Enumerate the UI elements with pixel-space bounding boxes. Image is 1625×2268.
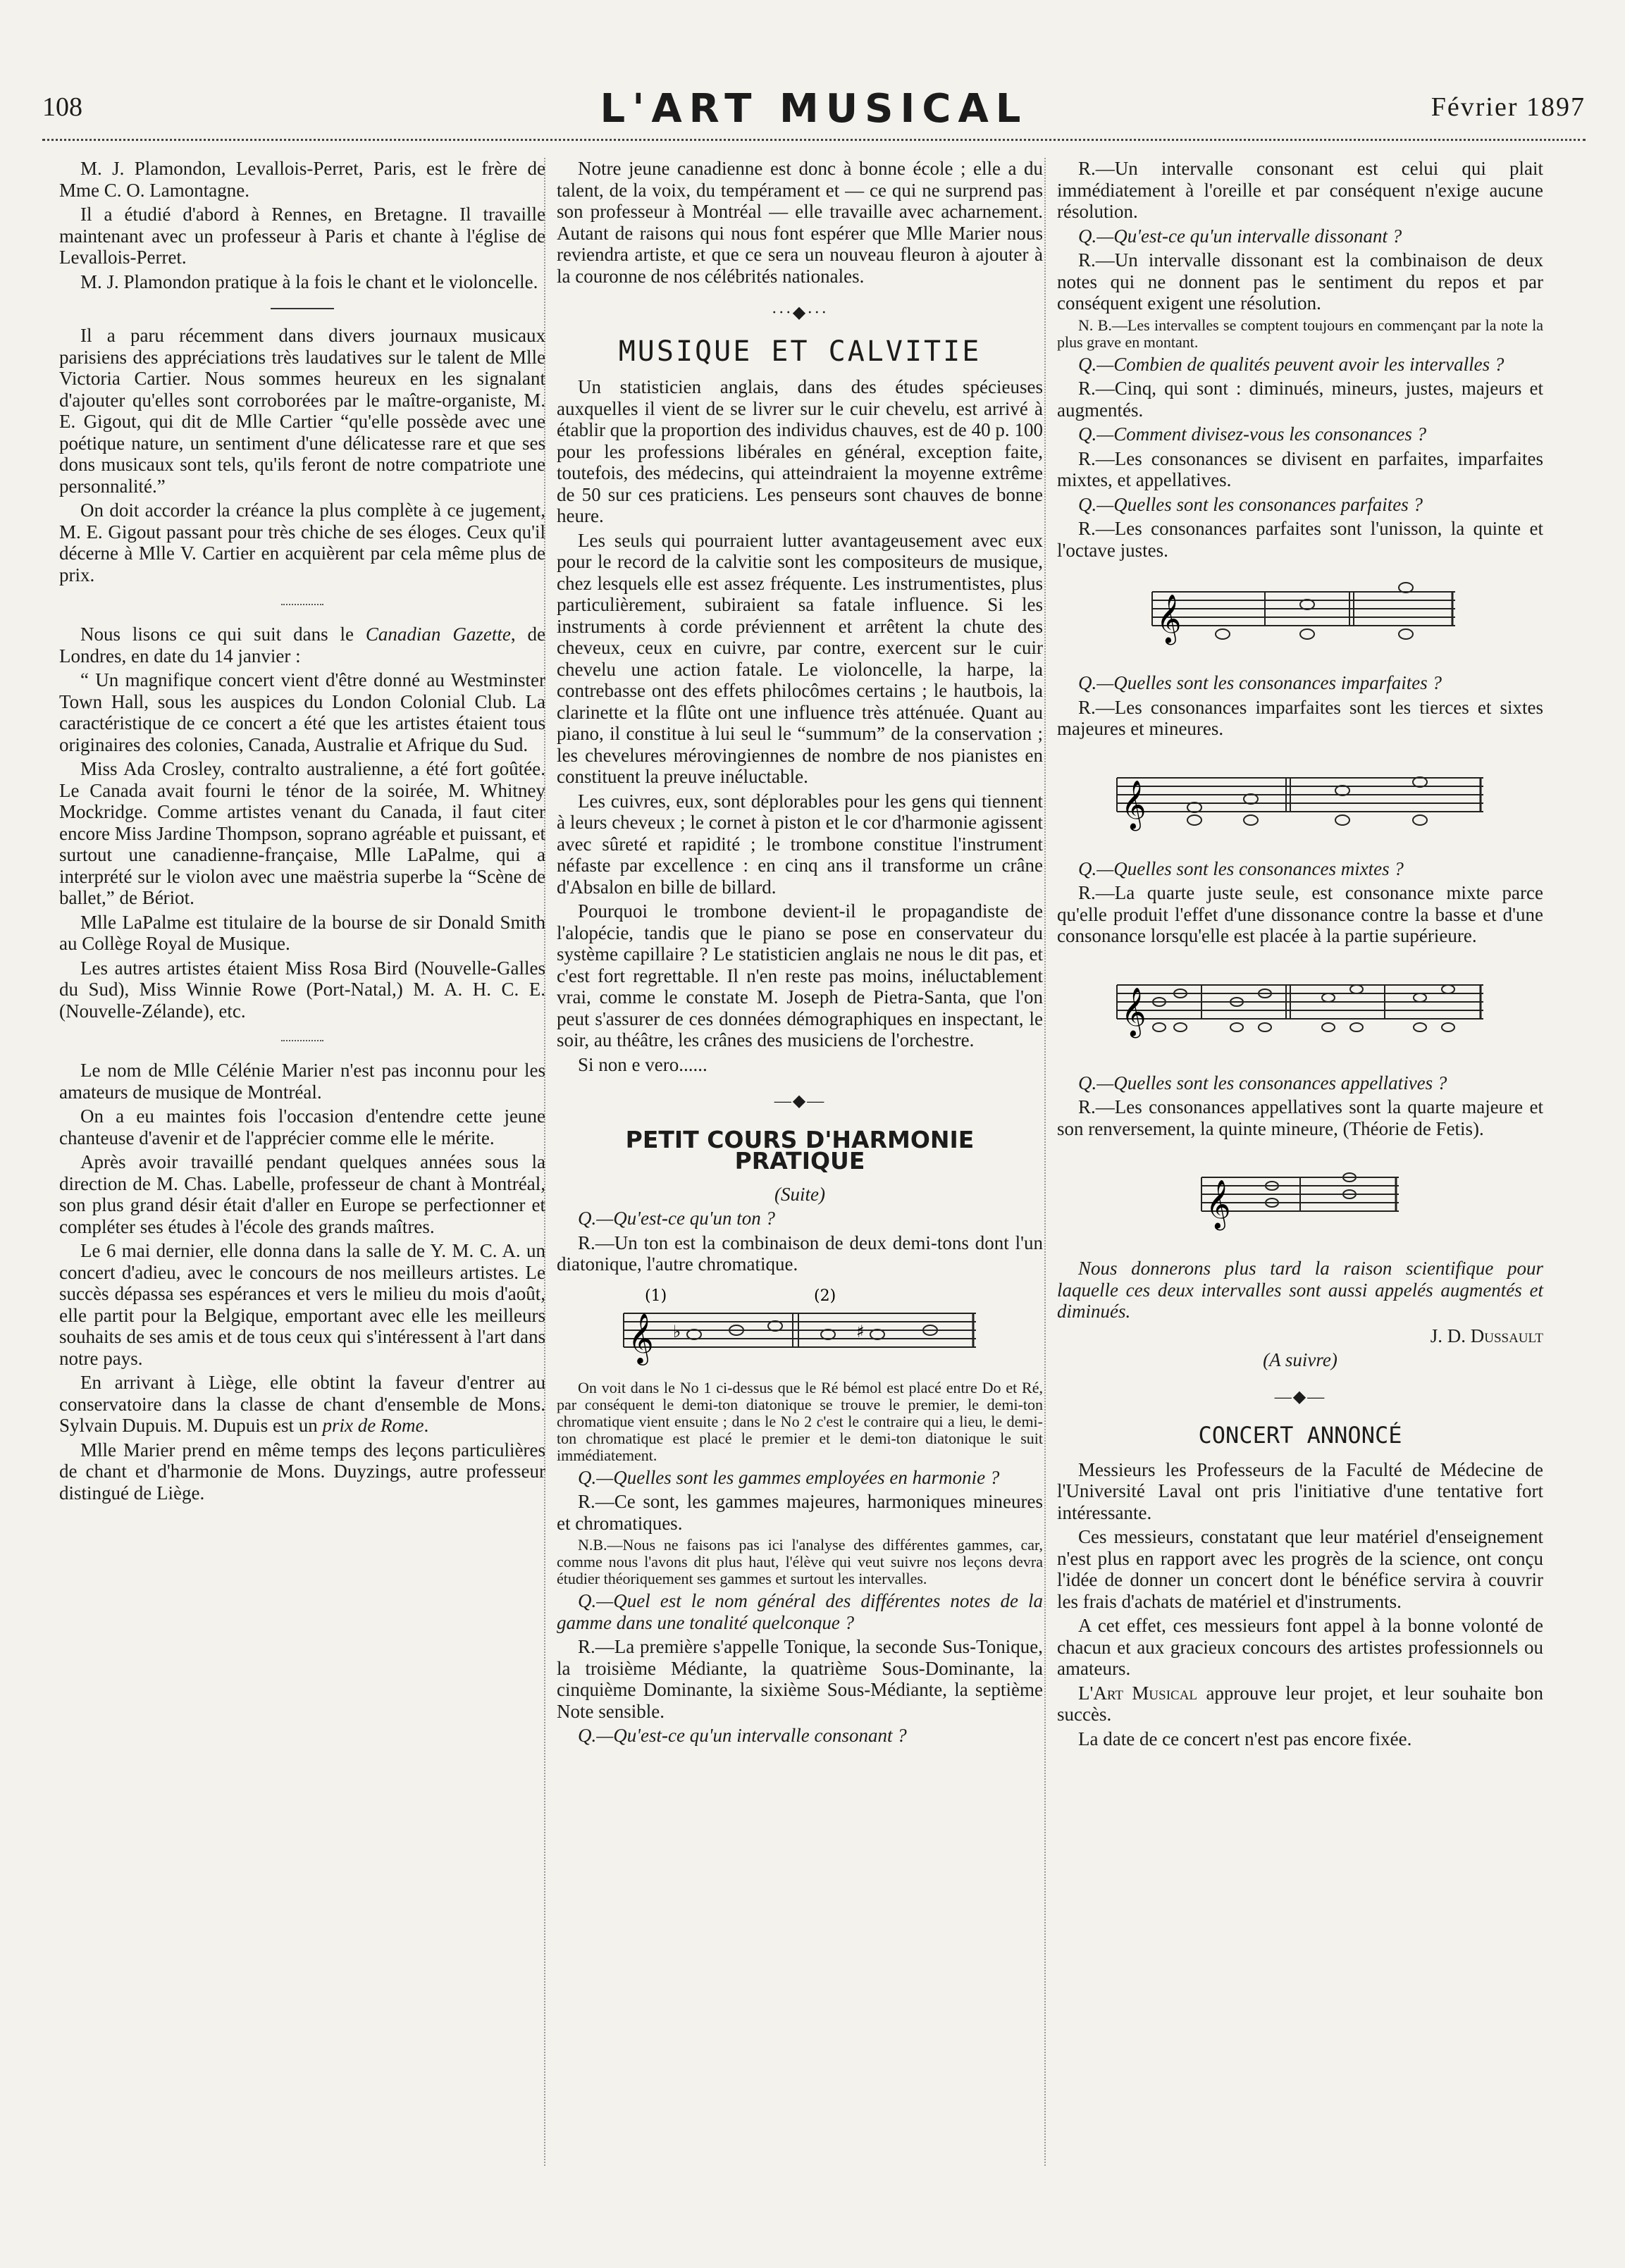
note <box>1399 629 1413 639</box>
article-title: MUSIQUE ET CALVITIE <box>618 335 982 368</box>
question: Q.—Quelles sont les gammes employées en harmonie ? <box>578 1466 1000 1488</box>
separator <box>281 604 323 605</box>
paragraph: M. J. Plamondon, Levallois-Perret, Paris, est le frère de Mme C. O. Lamontagne. <box>59 158 545 201</box>
note-paragraph: On voit dans le No 1 ci-dessus que le Ré bémol est placé entre Do et Ré, par conséquent le demi-ton diatonique se trouve le premier, le demi-ton chromatique vient ensuite ; dans le No 2 c'est le contraire qui a lieu, le demi-ton chromatique est placé le premier et le demi-ton diatonique le suit immédiatement. <box>557 1378 1043 1464</box>
question: Q.—Qu'est-ce qu'un intervalle consonant ? <box>578 1725 907 1746</box>
note: ♭ <box>673 1321 681 1341</box>
question: Q.—Qu'est-ce qu'un ton ? <box>578 1208 776 1229</box>
signature: J. D. Dussault <box>1430 1325 1543 1346</box>
figure-label: (1) <box>645 1287 667 1305</box>
note <box>1322 1023 1335 1031</box>
music-staff-figure <box>1138 571 1462 662</box>
answer: R.—Un intervalle consonant est celui qui plait immédiatement à l'oreille et par conséquent n'exige aucune résolution. <box>1057 158 1543 222</box>
note <box>1350 1023 1363 1031</box>
treble-clef-icon: 𝄞 <box>1121 986 1147 1036</box>
paragraph: Les seuls qui pourraient lutter avantageusement avec eux pour le record de la calvitie sont les compositeurs de musique, chez lesquels elle est assez fréquente. Les instrumentistes, plus particulièrement, subiraient sa fatale influence. Si les instruments à corde préviennent et arrêtent la chute des cheveux, ceux en cuivre, par contre, exercent sur le cuir chevelu une action fatale. Le violoncelle, la harpe, la contrebasse ont des effets philocômes certains ; le hautbois, la clarinette et la flûte ont une influence très atténuée. Quant au piano, il constitue à lui seul le “summum” de la conservation ; les chevelures mérovingiennes de nombre de nos pianistes en constituent la preuve inéluctable. <box>557 529 1043 787</box>
paragraph: Ces messieurs, constatant que leur matériel d'enseignement n'est plus en rapport avec les progrès de la science, ont conçu l'idée de donner un concert dont le bénéfice servira à couvrir les frais d'achats de matériel et d'instruments. <box>1057 1526 1543 1612</box>
paragraph: Si non e vero...... <box>578 1053 708 1075</box>
answer: R.—Les consonances imparfaites sont les tierces et sixtes majeures et mineures. <box>1057 696 1543 739</box>
paragraph: Le 6 mai dernier, elle donna dans la salle de Y. M. C. A. un concert d'adieu, avec le concours de nos meilleurs artistes. Le succès dépassa ses espérances et vers le milieu du mois d'août, elle partit pour la Belgique, emportant avec elle les meilleurs souhaits de ses amis et de tous ceux qui s'intéressent à l'art dans notre pays. <box>59 1240 545 1369</box>
page-number: 108 <box>42 92 82 122</box>
paragraph: On a eu maintes fois l'occasion d'entendre cette jeune chanteuse d'avenir et de l'apprécier comme elle le mérite. <box>59 1105 545 1148</box>
note <box>870 1330 884 1339</box>
paragraph: Messieurs les Professeurs de la Faculté de Médecine de l'Université Laval ont pris l'initiative d'une tentative fort intéressante. <box>1057 1458 1543 1523</box>
music-staff-figure <box>617 1285 983 1370</box>
question: Q.—Quel est le nom général des différentes notes de la gamme dans une tonalité quelconque ? <box>557 1590 1043 1633</box>
paragraph: Il a paru récemment dans divers journaux musicaux parisiens des appréciations très laudatives sur le talent de Mlle Victoria Cartier. Nous sommes heureux en les signalant d'ajouter qu'elles sont corroborées par le maître-organiste, M. E. Gigout, qui dit de Mlle Cartier “qu'elle possède avec une poétique nature, un sentiment d'une délicatesse rare et que ses dons musicaux sont tels, qu'ils feront de notre compatriote une personnalité.” <box>59 325 545 497</box>
note <box>1442 1023 1454 1031</box>
paragraph: M. J. Plamondon pratique à la fois le chant et le violoncelle. <box>80 271 538 292</box>
column-rule <box>1044 158 1046 2166</box>
paragraph: Après avoir travaillé pendant quelques années sous la direction de M. Chas. Labelle, professeur de chant à Montréal, son plus grand désir était d'aller en Europe se perfectionner et compléter ses études à l'école des grands maîtres. <box>59 1151 545 1237</box>
note <box>1300 629 1314 639</box>
paragraph: La date de ce concert n'est pas encore fixée. <box>1078 1728 1412 1749</box>
paragraph: Il a étudié d'abord à Rennes, en Bretagne. Il travaille maintenant avec un professeur à Paris et chante à l'église de Levallois-Perret. <box>59 204 545 268</box>
issue-date: Février 1897 <box>1431 92 1586 122</box>
to-be-continued: (A suivre) <box>1263 1349 1337 1370</box>
note <box>1230 1023 1243 1031</box>
answer: R.—Un ton est la combinaison de deux demi-tons dont l'un diatonique, l'autre chromatique. <box>557 1232 1043 1275</box>
ornament-separator: —◆— <box>1274 1387 1326 1406</box>
note <box>1259 1023 1271 1031</box>
column-3 <box>1057 158 1543 1752</box>
paragraph: Les cuivres, eux, sont déplorables pour les gens qui tiennent à leurs cheveux ; le cornet à piston et le cor d'harmonie agissent avec sûreté et rapidité ; le trombone constitue l'instrument néfaste par excellence : en cinq ans il transforme un crâne d'Absalon en bille de billard. <box>557 790 1043 898</box>
treble-clef-icon: 𝄞 <box>1156 594 1182 643</box>
note <box>1187 815 1201 825</box>
answer: R.—Les consonances se divisent en parfaites, imparfaites mixtes, et appellatives. <box>1057 447 1543 490</box>
question: Q.—Quelles sont les consonances imparfaites ? <box>1078 672 1442 693</box>
note <box>1174 1023 1187 1031</box>
note <box>1216 629 1230 639</box>
note <box>1335 815 1349 825</box>
separator <box>281 1040 323 1041</box>
paragraph: L'Art Musical approuve leur projet, et leur souhaite bon succès. <box>1057 1682 1543 1725</box>
note <box>1350 985 1363 993</box>
paragraph: Un statisticien anglais, dans des études spécieuses auxquelles il vient de se livrer sur le cuir chevelu, est arrivé à établir que la proportion des individus chauves, est de 40 p. 100 pour les professions libérales en général, exception faite, toutefois, des médecins, qui atteindraient la moyenne extrême de 50 sur ces praticiens. Les penseurs sont chauves de bonne heure. <box>557 376 1043 526</box>
note <box>1244 794 1258 804</box>
note: ♯ <box>856 1321 865 1341</box>
answer: R.—Ce sont, les gammes majeures, harmoniques mineures et chromatiques. <box>557 1491 1043 1534</box>
answer: R.—La quarte juste seule, est consonance mixte parce qu'elle produit l'effet d'une dissonance contre la basse et d'une consonance lorsqu'elle est placée à la partie supérieure. <box>1057 882 1543 946</box>
paragraph: Mlle Marier prend en même temps des leçons particulières de chant et d'harmonie de Mons. Duyzings, autre professeur distingué de Liège. <box>59 1439 545 1504</box>
note-paragraph: N.B.—Nous ne faisons pas ici l'analyse des différentes gammes, car, comme nous l'avons dit plus haut, l'élève qui veut suivre nos leçons devra étudier théoriquement ses gammes et surtout les intervalles. <box>557 1536 1043 1587</box>
note <box>1335 786 1349 795</box>
music-staff-figure <box>1110 750 1490 848</box>
question: Q.—Qu'est-ce qu'un intervalle dissonant ? <box>1078 225 1402 247</box>
ornament-separator: —◆— <box>774 1092 826 1110</box>
question: Q.—Quelles sont les consonances mixtes ? <box>1078 857 1404 879</box>
treble-clef-icon: 𝄞 <box>628 1311 654 1363</box>
treble-clef-icon: 𝄞 <box>1121 779 1147 829</box>
note <box>1414 1023 1426 1031</box>
treble-clef-icon: 𝄞 <box>1206 1179 1231 1229</box>
separator <box>271 308 334 309</box>
masthead: L'ART MUSICAL <box>600 86 1028 132</box>
closing-paragraph: Nous donnerons plus tard la raison scientifique pour laquelle ces deux intervalles sont aussi appelés augmentés et diminués. <box>1057 1258 1543 1322</box>
answer: R.—Les consonances appellatives sont la quarte majeure et son renversement, la quinte mineure, (Théorie de Fetis). <box>1057 1096 1543 1139</box>
answer: R.—La première s'appelle Tonique, la seconde Sus-Tonique, la troisième Médiante, la quatrième Sous-Dominante, la cinquième Dominante, la sixième Sous-Médiante, la septième Note sensible. <box>557 1636 1043 1722</box>
paragraph: Pourquoi le trombone devient-il le propagandiste de l'alopécie, tandis que le piano se pose en conservateur du système capillaire ? Le statisticien anglais ne nous le dit pas, et c'est fort regrettable. Il n'en reste pas moins, inéluctablement vrai, comme le constate M. Joseph de Pietra-Santa, que l'on peut s'assurer de ces données démographiques en inspectant, le soir, au théâtre, les crânes des musiciens de l'orchestre. <box>557 900 1043 1051</box>
suite-label: (Suite) <box>774 1183 825 1205</box>
answer: R.—Les consonances parfaites sont l'unisson, la quinte et l'octave justes. <box>1057 518 1543 561</box>
note <box>1187 803 1201 812</box>
paragraph: Miss Ada Crosley, contralto australienne, a été fort goûtée. Le Canada avait fourni le ténor de la soirée, M. Whitney Mockridge. Comme artistes venant du Canada, il faut citer encore Miss Jardine Thompson, soprano agréable et puissant, et surtout une canadienne-française, Mlle LaPalme, qui a interprété sur le violon avec une maëstria superbe la “Scène de ballet,” de Bériot. <box>59 758 545 908</box>
paragraph: Nous lisons ce qui suit dans le Canadian Gazette, de Londres, en date du 14 janvier : <box>59 624 545 667</box>
paragraph: Les autres artistes étaient Miss Rosa Bird (Nouvelle-Galles du Sud), Miss Winnie Rowe (Port-Natal,) M. A. H. C. E. (Nouvelle-Zélande), etc. <box>59 957 545 1022</box>
note <box>1414 993 1426 1002</box>
note <box>1413 777 1427 787</box>
column-2 <box>557 158 1043 1749</box>
note <box>1244 815 1258 825</box>
paragraph: Mlle LaPalme est titulaire de la bourse de sir Donald Smith au Collège Royal de Musique. <box>59 911 545 954</box>
question: Q.—Comment divisez-vous les consonances ? <box>1078 423 1427 445</box>
page-header <box>42 86 1586 141</box>
ornament-separator: ···◆··· <box>771 304 829 322</box>
question: Q.—Quelles sont les consonances appellatives ? <box>1078 1072 1447 1093</box>
answer: R.—Un intervalle dissonant est la combinaison de deux notes qui ne donnent pas le sentiment du repos et par conséquent exigent une résolution. <box>1057 249 1543 314</box>
music-staff-figure <box>1110 957 1490 1062</box>
note <box>687 1330 701 1339</box>
paragraph: Notre jeune canadienne est donc à bonne école ; elle a du talent, de la voix, du tempérament et — ce qui ne surprend pas son professeur à Montréal — elle travaille avec acharnement. Autant de raisons qui nous font espérer que Mlle Marier nous reviendra artiste, et que ce sera un nouveau fleuron à ajouter à la couronne de nos célébrités nationales. <box>557 158 1043 287</box>
note-paragraph: N. B.—Les intervalles se comptent toujours en commençant par la note la plus grave en montant. <box>1057 316 1543 351</box>
note <box>1322 993 1335 1002</box>
paragraph: A cet effet, ces messieurs font appel à la bonne volonté de chacun et aux gracieux concours des artistes professionnels ou amateurs. <box>1057 1615 1543 1679</box>
note <box>1300 600 1314 609</box>
paragraph: On doit accorder la créance la plus complète à ce jugement, M. E. Gigout passant pour très chiche de ses éloges. Ceux qu'il décerne à Mlle V. Cartier en acquièrent par cela même plus de prix. <box>59 500 545 585</box>
question: Q.—Combien de qualités peuvent avoir les intervalles ? <box>1078 353 1504 375</box>
figure-label: (2) <box>814 1287 836 1305</box>
paragraph: “ Un magnifique concert vient d'être donné au Westminster Town Hall, sous les auspices du London Colonial Club. La caractéristique de ce concert a été que les artistes étaient tous originaires des colonies, Canada, Australie et Afrique du Sud. <box>59 669 545 755</box>
music-staff-figure <box>1194 1149 1406 1248</box>
article-title: CONCERT ANNONCÉ <box>1198 1422 1402 1449</box>
note <box>1399 583 1413 593</box>
paragraph: En arrivant à Liège, elle obtint la faveur d'entrer au conservatoire dans la classe de chant d'ensemble de Mons. Sylvain Dupuis. M. Dupuis est un prix de Rome. <box>59 1372 545 1436</box>
paragraph: Le nom de Mlle Célénie Marier n'est pas inconnu pour les amateurs de musique de Montréal. <box>59 1060 545 1103</box>
column-1 <box>59 158 545 1506</box>
note <box>768 1321 782 1331</box>
article-title: PETIT COURS D'HARMONIE PRATIQUE <box>625 1125 975 1175</box>
note <box>1413 815 1427 825</box>
note <box>821 1330 835 1339</box>
question: Q.—Quelles sont les consonances parfaites ? <box>1078 493 1423 515</box>
note <box>1442 985 1454 993</box>
answer: R.—Cinq, qui sont : diminués, mineurs, justes, majeurs et augmentés. <box>1057 378 1543 421</box>
note <box>1153 1023 1166 1031</box>
